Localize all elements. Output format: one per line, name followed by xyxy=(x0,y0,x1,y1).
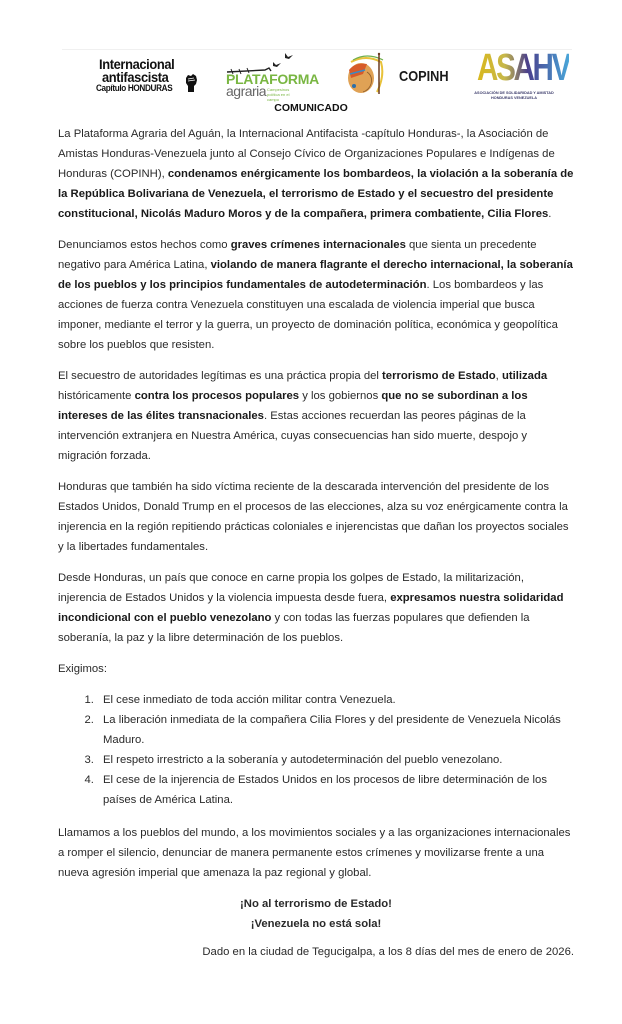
text-span: históricamente xyxy=(58,390,135,402)
logo-internacional-antifascista xyxy=(96,56,202,100)
closing-date-line: Dado en la ciudad de Tegucigalpa, a los 8 días del mes de enero de 2026. xyxy=(202,946,574,958)
logo-asahv-name: ASAHV xyxy=(477,47,570,89)
logo-pa-tagline: Campesinos política en el campo xyxy=(267,87,290,102)
logo-pa-line1: PLATAFORMA xyxy=(226,71,319,87)
text-span: La Plataforma Agraria del Aguán, la Internacional Antifacista -capítulo Honduras-, la Asociación de Amistas Honduras-Venezuela junto al Consejo Cívico de Organizaciones Populares e Indígenas de Honduras (COPINH), xyxy=(58,128,555,180)
demands-intro: Exigimos: xyxy=(58,663,107,675)
bold-span: terrorismo de Estado xyxy=(382,370,496,382)
text-span: . xyxy=(548,208,552,220)
paragraph-2 xyxy=(58,235,574,355)
logo-asahv-tagline: ASOCIACIÓN DE SOLIDARIDAD Y AMISTAD HONDURAS VENEZUELA xyxy=(474,91,554,100)
logo-bar xyxy=(0,47,622,110)
paragraph-1 xyxy=(58,124,574,224)
bold-span: violando de manera flagrante el derecho internacional, la soberanía de los pueblos y los principios fundamentales de autodeterminación xyxy=(58,259,573,291)
text-span: . Estas acciones recuerdan las peores páginas de la intervención extranjera en Nuestra América, cuyas consecuencias han sido muerte, despojo y migración forzada. xyxy=(58,410,528,462)
paragraph-4: Honduras que también ha sido víctima reciente de la descarada intervención del presidente de los Estados Unidos, Donald Trump en el procesos de las elecciones, alza su voz enérgicamente contra la injerencia en la región repitiendo prácticas coloniales e injerencistas que dañan los proyectos sociales y la libertades fundamentales. xyxy=(58,481,569,553)
text-span: Denunciamos estos hechos como xyxy=(58,239,231,251)
raised-fist-icon xyxy=(184,72,198,92)
logo-ia-line1: Internacional xyxy=(99,56,175,72)
logo-copinh-name: COPINH xyxy=(399,68,449,85)
paragraph-6: Llamamos a los pueblos del mundo, a los movimientos sociales y a las organizaciones internacionales a romper el silencio, denunciar de manera permanente estos crímenes y movilizarse frente a una nueva agresión imperial que amenaza la paz regional y global. xyxy=(58,827,571,879)
logo-pa-line2: agraria xyxy=(226,83,267,99)
text-span: y con todas las fuerzas populares que defienden la soberanía, la paz y la libre determinación de los pueblos. xyxy=(58,612,530,644)
text-span: y los gobiernos xyxy=(299,390,382,402)
logo-ia-line3: Capítulo HONDURAS xyxy=(96,83,173,94)
demand-item: 2. La liberación inmediata de la compañera Cilia Flores y del presidente de Venezuela Nicolás Maduro. xyxy=(97,710,574,750)
text-span: . Los bombardeos y las acciones de fuerza contra Venezuela constituyen una escalada de violencia imperial que busca imponer, mediante el terror y la guerra, un proyecto de dominación política, económica y geopolítica sobre los pueblos que resisten. xyxy=(58,279,558,351)
bold-span: graves crímenes internacionales xyxy=(230,239,406,251)
demand-item: 3. El respeto irrestricto a la soberanía y autodeterminación del pueblo venezolano. xyxy=(97,750,574,770)
document-title: COMUNICADO xyxy=(274,102,348,114)
bold-span: utilizada xyxy=(501,370,548,382)
demands-list xyxy=(58,690,574,810)
logo-ia-line2: antifascista xyxy=(102,69,169,85)
logo-copinh xyxy=(341,50,449,106)
bold-span: condenamos enérgicamente los bombardeos, la violación a la soberanía de la República Bolivariana de Venezuela, el terrorismo de Estado y el secuestro del presidente constitucional, Nicolás Maduro Moros y de la compañera, primera combatiente, Cilia Flores xyxy=(58,168,574,220)
bold-span: expresamos nuestra solidaridad incondicional con el pueblo venezolano xyxy=(58,592,564,624)
slogans xyxy=(58,894,574,934)
bold-span: contra los procesos populares xyxy=(134,390,300,402)
paragraph-3 xyxy=(58,366,574,466)
slogan-2: ¡Venezuela no está sola! xyxy=(250,918,382,930)
document-body xyxy=(58,124,574,973)
text-span: Desde Honduras, un país que conoce en carne propia los golpes de Estado, la militarización, injerencia de Estados Unidos y la violencia impuesta desde fuera, xyxy=(58,572,524,604)
bold-span: que no se subordinan a los intereses de las élites transnacionales xyxy=(58,390,528,422)
logo-asahv xyxy=(472,47,570,106)
text-span: El secuestro de autoridades legítimas es una práctica propia del xyxy=(58,370,383,382)
demand-item: 1. El cese inmediato de toda acción militar contra Venezuela. xyxy=(97,690,574,710)
paragraph-5 xyxy=(58,568,574,648)
text-span: , xyxy=(495,370,502,382)
indigenous-profile-emblem-icon xyxy=(341,52,391,98)
logo-plataforma-agraria xyxy=(221,50,321,106)
slogan-1: ¡No al terrorismo de Estado! xyxy=(240,898,392,910)
text-span: que sienta un precedente negativo para América Latina, xyxy=(58,239,537,271)
demand-item: 4. El cese de la injerencia de Estados Unidos en los procesos de libre determinación de los países de América Latina. xyxy=(97,770,574,810)
